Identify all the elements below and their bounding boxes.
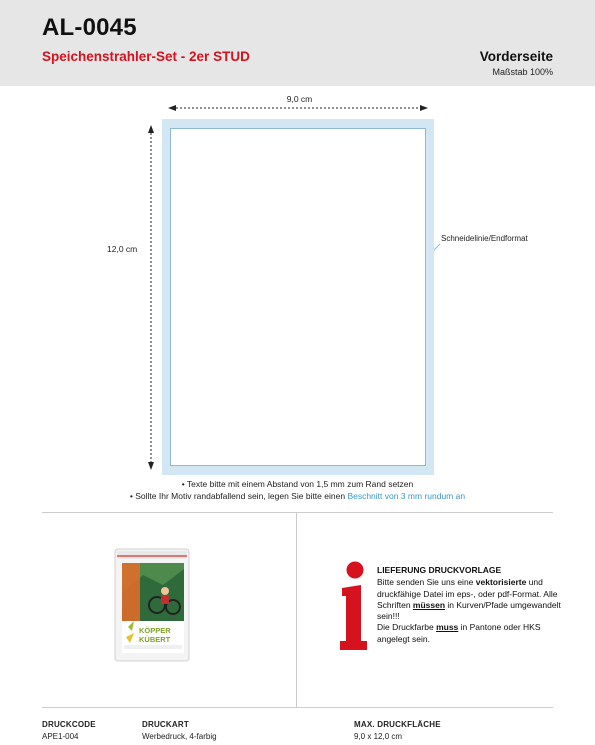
info-icon bbox=[338, 561, 368, 651]
brand-text-line1: KÖPPER bbox=[139, 626, 171, 635]
product-photo bbox=[113, 545, 193, 665]
delivery-text-2: und druckfähige Datei im eps-, oder pdf-Format. Alle Schriften bbox=[377, 577, 558, 610]
note-bleed bbox=[0, 490, 595, 502]
druckflaeche-value: 9,0 x 12,0 cm bbox=[354, 732, 403, 741]
delivery-text-5: in Pantone oder HKS angelegt sein. bbox=[377, 622, 541, 644]
druckart-label: DRUCKART bbox=[142, 720, 189, 729]
arrow-right-icon bbox=[420, 105, 428, 111]
width-dimension-label: 9,0 cm bbox=[286, 94, 313, 104]
height-dimension-label: 12,0 cm bbox=[107, 244, 138, 254]
footer-druckcode bbox=[42, 720, 96, 741]
delivery-text-3: in Kurven/Pfade umgewandelt sein!!! bbox=[377, 599, 561, 622]
product-name: Speichenstrahler-Set - 2er STUD bbox=[42, 49, 250, 64]
article-code: AL-0045 bbox=[42, 14, 137, 41]
arrow-down-icon bbox=[148, 462, 154, 470]
delivery-text bbox=[377, 577, 562, 645]
druckflaeche-label: MAX. DRUCKFLÄCHE bbox=[354, 720, 441, 729]
divider-top bbox=[42, 512, 553, 513]
delivery-text-muss: muss bbox=[436, 622, 459, 633]
cut-line-label: Schneidelinie/Endformat bbox=[441, 234, 528, 243]
print-area bbox=[170, 128, 426, 466]
delivery-info bbox=[377, 565, 562, 645]
print-notes bbox=[0, 478, 595, 502]
note-bleed-text: • Sollte Ihr Motiv randabfallend sein, legen Sie bitte einen bbox=[129, 491, 346, 501]
divider-bottom bbox=[42, 707, 553, 708]
delivery-text-4: Die Druckfarbe bbox=[377, 622, 437, 633]
footer-druckflaeche bbox=[354, 720, 441, 741]
arrow-left-icon bbox=[168, 105, 176, 111]
delivery-text-vector: vektorisierte bbox=[475, 577, 527, 588]
bleed-link: Beschnitt von 3 mm rundum an bbox=[347, 491, 466, 501]
note-text-distance: • Texte bitte mit einem Abstand von 1,5 mm zum Rand setzen bbox=[181, 479, 414, 489]
druckcode-label: DRUCKCODE bbox=[42, 720, 96, 729]
footer-druckart bbox=[142, 720, 217, 741]
arrow-up-icon bbox=[148, 125, 154, 133]
divider-vertical bbox=[296, 512, 297, 707]
delivery-title: LIEFERUNG DRUCKVORLAGE bbox=[377, 565, 502, 575]
delivery-text-must: müssen bbox=[412, 599, 446, 610]
delivery-text-1: Bitte senden Sie uns eine bbox=[377, 577, 476, 588]
druckart-value: Werbedruck, 4-farbig bbox=[142, 732, 217, 741]
scale-label: Maßstab 100% bbox=[492, 67, 553, 77]
page-side: Vorderseite bbox=[479, 49, 553, 64]
brand-text-line2: KÜBERT bbox=[139, 635, 171, 644]
druckcode-value: APE1-004 bbox=[42, 732, 79, 741]
